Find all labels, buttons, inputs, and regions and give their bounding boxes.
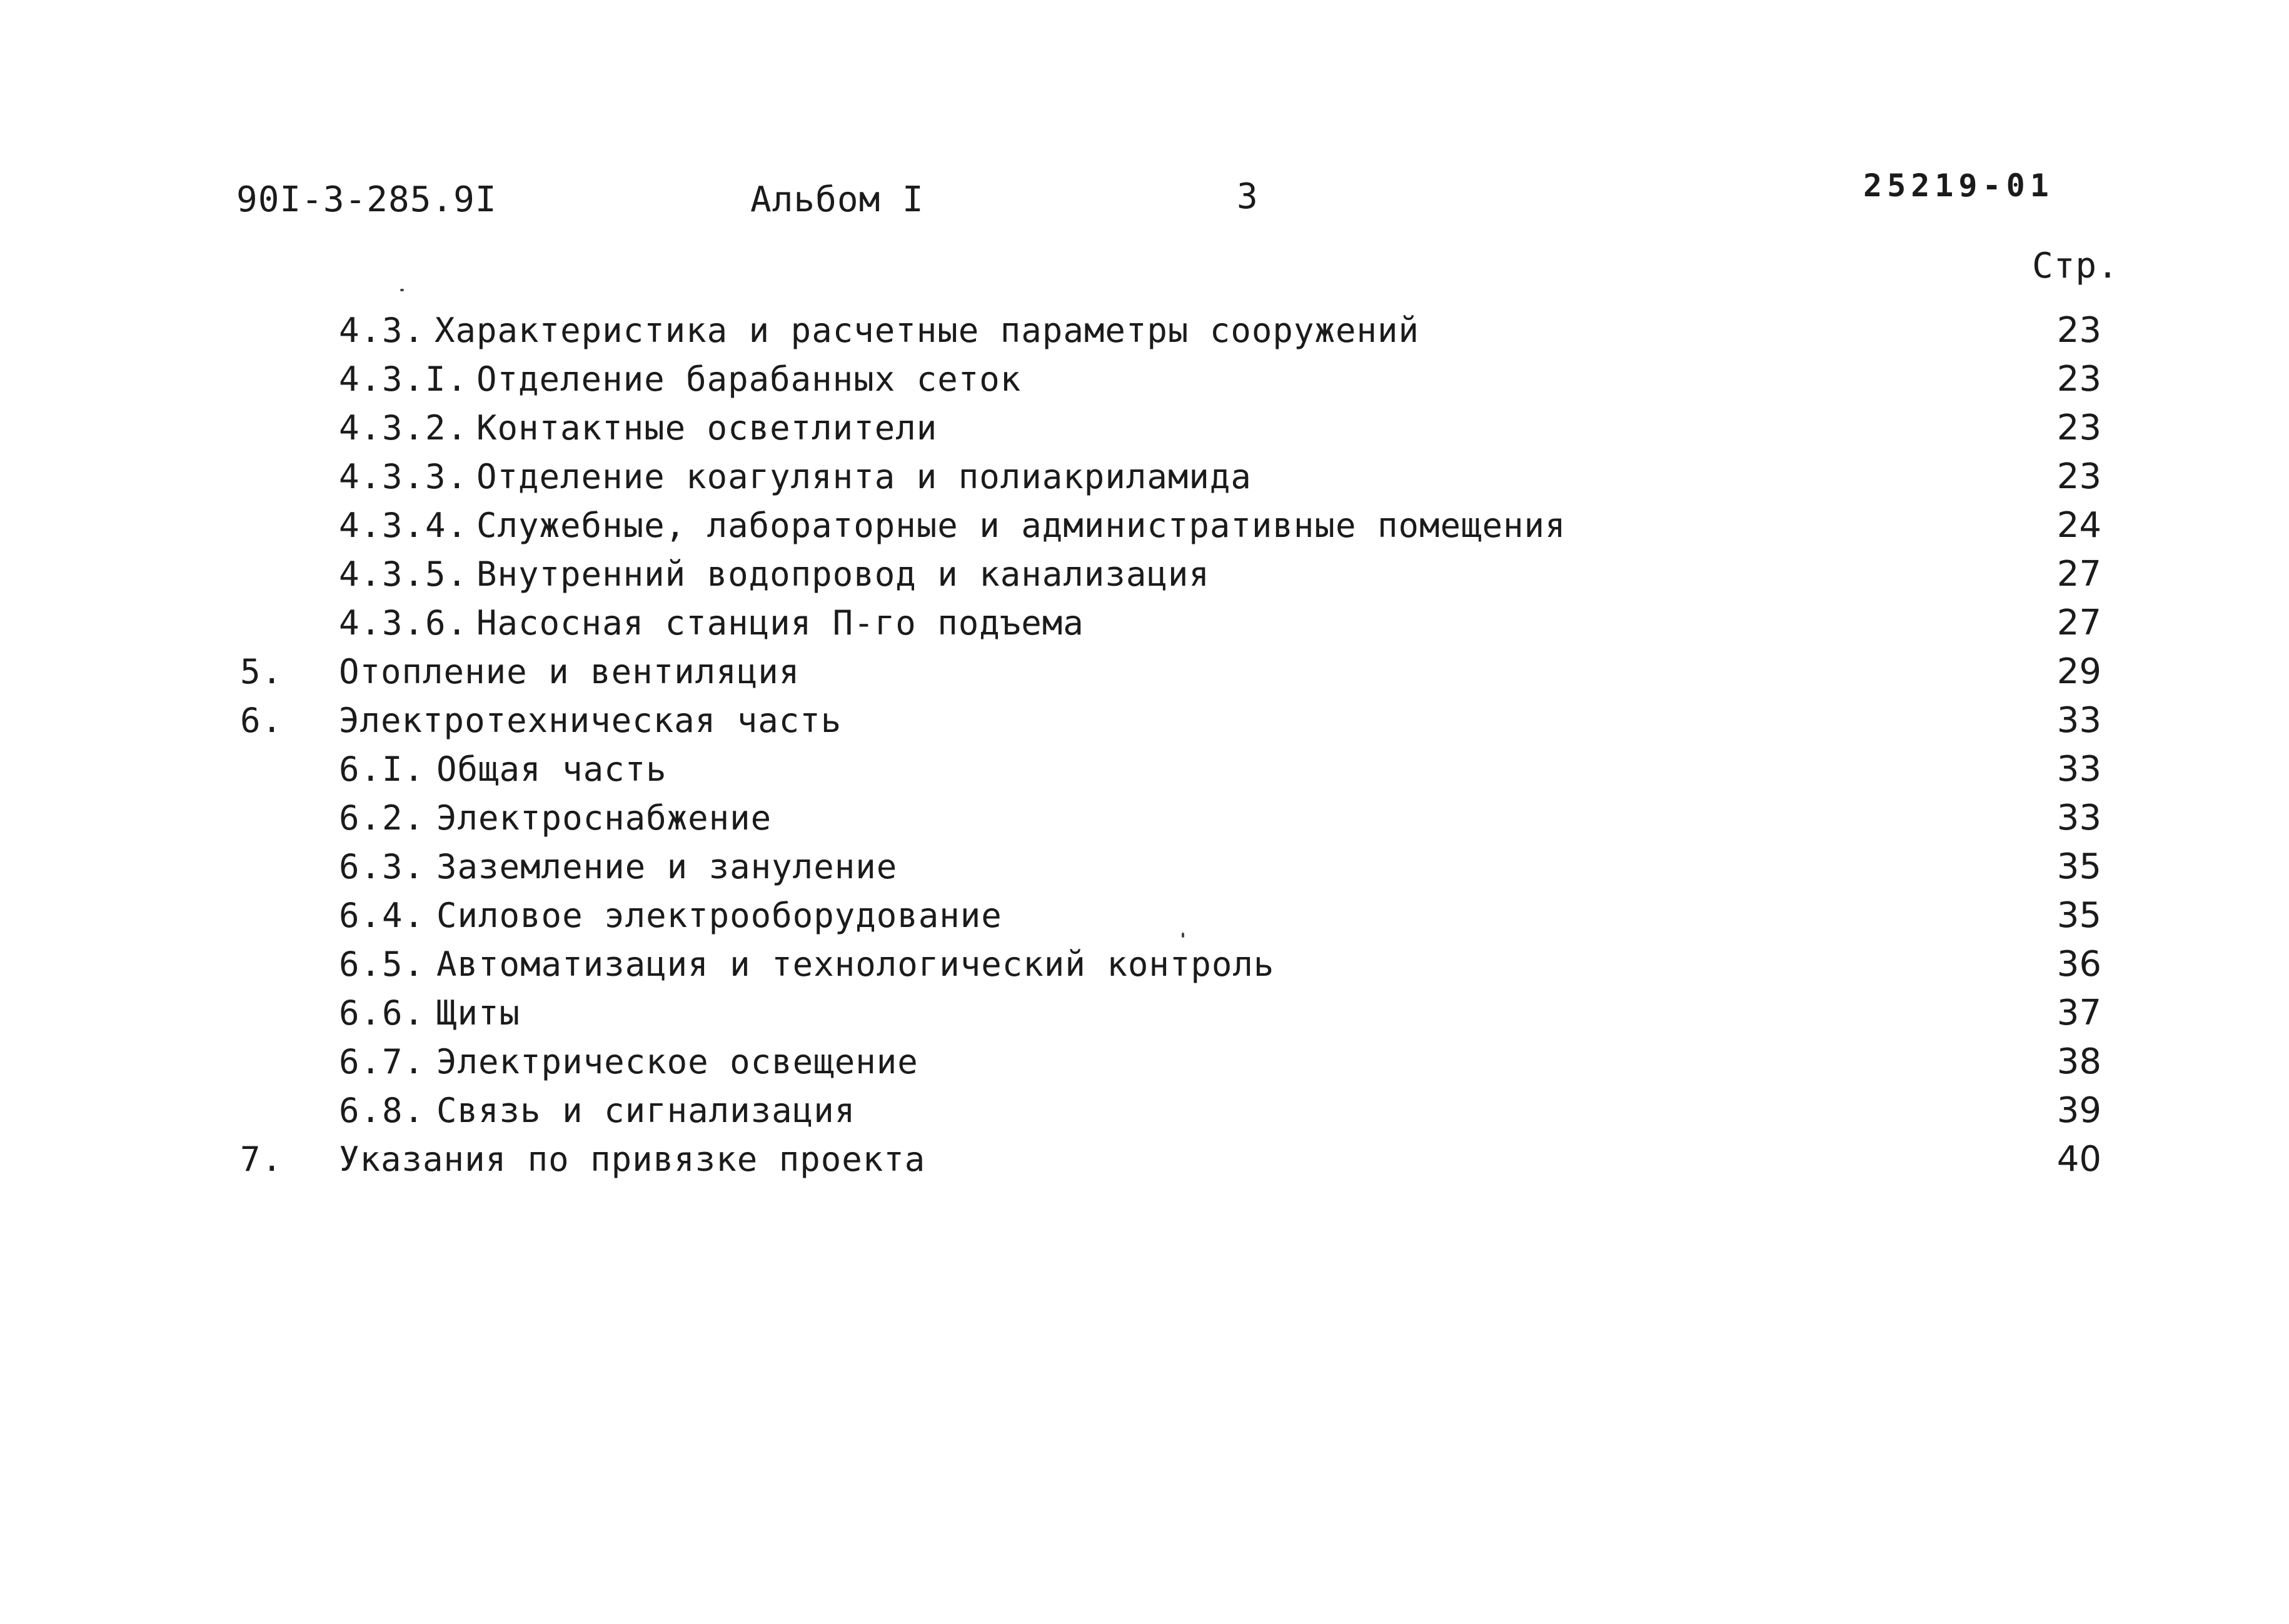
toc-entry-number: 6.3. (339, 847, 426, 886)
toc-entry-number: 4.3.3. (339, 457, 469, 496)
toc-entry-title: Электрическое освещение (436, 1042, 918, 1081)
toc-entry-page: 37 (2056, 993, 2101, 1033)
toc-entry-number: 4.3. (339, 311, 426, 350)
toc-entry (0, 745, 2289, 794)
toc-entry-page: 27 (2056, 554, 2101, 594)
toc-entry-number: 6.2. (339, 798, 426, 838)
toc-entry-page: 38 (2056, 1041, 2101, 1082)
page-number: 3 (1237, 176, 1259, 217)
toc-entry-page: 40 (2056, 1139, 2101, 1180)
toc-entry-number: 6.I. (339, 749, 426, 789)
toc-entry-title: Общая часть (436, 749, 667, 789)
toc-entry (0, 891, 2289, 940)
toc-entry-title: Характеристика и расчетные параметры сооружений (435, 311, 1420, 350)
toc-entry-title: Насосная станция П-го подъема (476, 603, 1084, 643)
toc-entry (0, 794, 2289, 843)
album-label: Альбом I (750, 179, 924, 220)
toc-entry (0, 550, 2289, 599)
toc-entry (0, 355, 2289, 404)
toc-entry-title: Связь и сигнализация (436, 1091, 856, 1130)
toc-entry-title: Электроснабжение (436, 798, 772, 838)
toc-entry (0, 648, 2289, 696)
toc-entry-page: 23 (2056, 408, 2101, 448)
toc-entry (0, 696, 2289, 745)
toc-entry (0, 1038, 2289, 1086)
toc-entry-number: 4.3.I. (339, 359, 469, 399)
toc-entry-number: 6.6. (339, 993, 426, 1033)
toc-entry-title: Отделение барабанных сеток (476, 359, 1022, 399)
toc-entry-title: Контактные осветлители (476, 408, 938, 448)
toc-entry (0, 989, 2289, 1038)
toc-entry (0, 453, 2289, 501)
toc-entry-number: 6.4. (339, 896, 426, 935)
toc-entry-page: 39 (2056, 1090, 2101, 1131)
toc-entry-title: Отделение коагулянта и полиакриламида (476, 457, 1252, 496)
toc-entry-number: 5. (240, 652, 284, 691)
document-code: 90I-3-285.9I (236, 179, 497, 220)
toc-entry-title: Электротехническая часть (339, 701, 842, 740)
toc-entry-title: Служебные, лабораторные и административные помещения (476, 506, 1566, 545)
toc-entry-title: Внутренний водопровод и канализация (476, 554, 1210, 594)
toc-entry-page: 35 (2056, 846, 2101, 887)
toc-entry-title: Отопление и вентиляция (339, 652, 800, 691)
toc-entry-page: 33 (2056, 798, 2101, 838)
toc-entry (0, 1135, 2289, 1184)
toc-entry (0, 1086, 2289, 1135)
toc-entry-number: 6.8. (339, 1091, 426, 1130)
toc-entry-number: 4.3.2. (339, 408, 469, 448)
toc-entry-page: 33 (2056, 700, 2101, 741)
toc-entry (0, 599, 2289, 648)
toc-entry-number: 4.3.6. (339, 603, 469, 643)
pages-column-label: Стр. (2032, 246, 2119, 286)
toc-entry-number: 4.3.4. (339, 506, 469, 545)
toc-entry (0, 940, 2289, 989)
toc-entry-number: 6.7. (339, 1042, 426, 1081)
toc-entry-page: 23 (2056, 359, 2101, 399)
toc-entry-page: 29 (2056, 651, 2101, 692)
toc-entry-title: Щиты (436, 993, 521, 1033)
toc-entry-number: 6.5. (339, 945, 426, 984)
toc-entry-number: 7. (240, 1140, 284, 1179)
toc-entry-page: 23 (2056, 456, 2101, 497)
toc-entry-title: Заземление и зануление (436, 847, 898, 886)
toc-entry-number: 4.3.5. (339, 554, 469, 594)
toc-entry (0, 306, 2289, 355)
toc-entry-page: 35 (2056, 895, 2101, 936)
toc-entry (0, 404, 2289, 453)
toc-entry (0, 501, 2289, 550)
toc-entry-title: Автоматизация и технологический контроль (436, 945, 1275, 984)
scan-speck (400, 289, 404, 291)
toc-entry (0, 843, 2289, 891)
toc-entry-page: 23 (2056, 310, 2101, 351)
toc-entry-page: 33 (2056, 749, 2101, 789)
toc-entry-title: Указания по привязке проекта (339, 1140, 926, 1179)
toc-entry-title: Силовое электрооборудование (436, 896, 1002, 935)
toc-entry-page: 36 (2056, 944, 2101, 985)
toc-entry-number: 6. (240, 701, 284, 740)
toc-entry-page: 24 (2056, 505, 2101, 546)
inventory-number: 25219-01 (1863, 168, 2054, 204)
toc-entry-page: 27 (2056, 603, 2101, 643)
